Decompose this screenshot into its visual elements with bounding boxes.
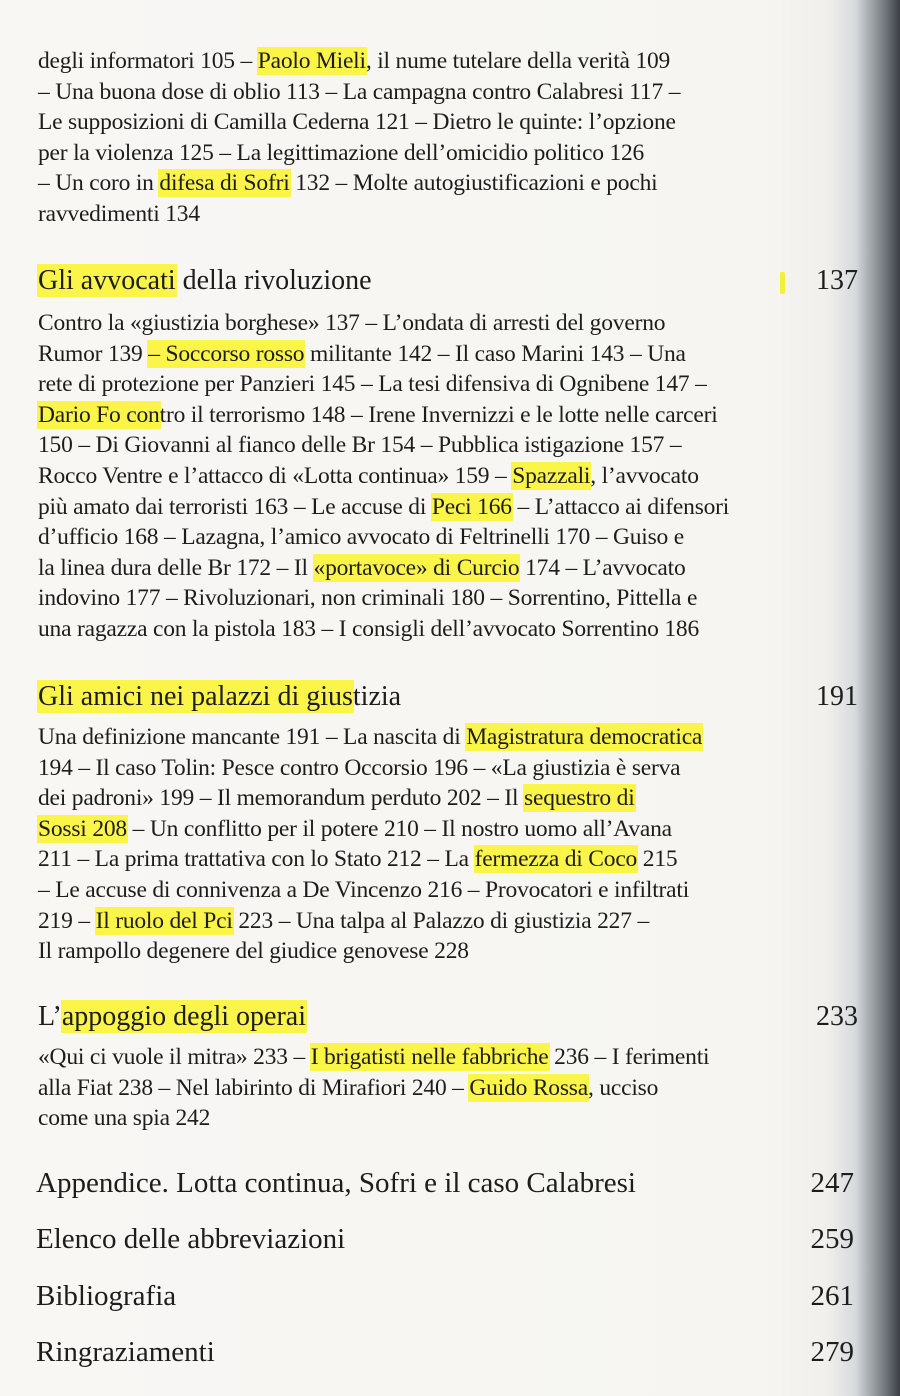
toc-line: rete di protezione per Panzieri 145 – La tesi difensiva di Ognibene 147 – <box>38 371 707 398</box>
highlighted-phrase: Paolo Mieli <box>257 48 366 74</box>
toc-line: Dario Fo contro il terrorismo 148 – Irene Invernizzi e le lotte nelle carceri <box>38 401 718 428</box>
chapter-page-number: 233 <box>816 1001 858 1032</box>
chapter-title: Gli amici nei palazzi di giustizia <box>38 681 402 712</box>
chapter-title: L’appoggio degli operai <box>38 1001 307 1032</box>
toc-line: Rocco Ventre e l’attacco di «Lotta continua» 159 – Spazzali, l’avvocato <box>38 462 699 489</box>
chapter-title: Gli avvocati della rivoluzione <box>38 265 372 296</box>
toc-entry-appendice <box>36 1166 854 1200</box>
toc-line: ravvedimenti 134 <box>38 200 200 227</box>
toc-line: Rumor 139 – Soccorso rosso militante 142 – Il caso Marini 143 – Una <box>38 340 686 367</box>
toc-line: per la violenza 125 – La legittimazione dell’omicidio politico 126 <box>38 139 645 166</box>
toc-entry-abbreviazioni <box>36 1222 854 1256</box>
entry-page-number: 259 <box>810 1223 854 1255</box>
entry-title: Appendice. Lotta continua, Sofri e il caso Calabresi <box>36 1167 636 1199</box>
toc-line: come una spia 242 <box>38 1105 211 1132</box>
toc-line: Sossi 208 – Un conflitto per il potere 210 – Il nostro uomo all’Avana <box>38 815 672 842</box>
toc-line: 194 – Il caso Tolin: Pesce contro Occorsio 196 – «La giustizia è serva <box>38 754 681 781</box>
highlighter-mark <box>780 272 785 294</box>
highlighted-phrase: Sossi 208 <box>38 815 127 842</box>
chapter-sections-operai <box>38 1042 783 1134</box>
toc-line: 211 – La prima trattativa con lo Stato 212 – La fermezza di Coco 215 <box>38 846 678 873</box>
entry-page-number: 279 <box>810 1336 854 1368</box>
chapter-heading-operai <box>38 1000 858 1034</box>
chapter-page-number: 137 <box>816 265 858 296</box>
toc-line: 150 – Di Giovanni al fianco delle Br 154 – Pubblica istigazione 157 – <box>38 432 682 459</box>
highlighted-phrase: Peci 166 <box>431 493 512 520</box>
highlighted-phrase: difesa di Sofri <box>159 170 290 197</box>
toc-line: Le supposizioni di Camilla Cederna 121 – Dietro le quinte: l’opzione <box>38 109 676 136</box>
chapter-sections-avvocati <box>38 308 783 645</box>
toc-line: – Un coro in difesa di Sofri 132 – Molte autogiustificazioni e pochi <box>38 170 658 197</box>
highlighted-phrase: Spazzali <box>512 462 591 489</box>
toc-line: «Qui ci vuole il mitra» 233 – I brigatisti nelle fabbriche 236 – I ferimenti <box>38 1044 710 1070</box>
entry-page-number: 261 <box>810 1280 854 1312</box>
toc-entry-ringraziamenti <box>36 1335 854 1369</box>
toc-line: la linea dura delle Br 172 – Il «portavoce» di Curcio 174 – L’avvocato <box>38 554 686 581</box>
highlighted-phrase: appoggio degli operai <box>61 1001 307 1032</box>
entry-page-number: 247 <box>810 1167 854 1199</box>
toc-line: più amato dai terroristi 163 – Le accuse di Peci 166 – L’attacco ai difensori <box>38 493 730 520</box>
toc-line: Contro la «giustizia borghese» 137 – L’ondata di arresti del governo <box>38 310 666 336</box>
toc-line: d’ufficio 168 – Lazagna, l’amico avvocato di Feltrinelli 170 – Guiso e <box>38 524 684 551</box>
toc-line: Il rampollo degenere del giudice genovese 228 <box>38 938 469 965</box>
toc-line: 219 – Il ruolo del Pci 223 – Una talpa al Palazzo di giustizia 227 – <box>38 907 649 934</box>
chapter-page-number: 191 <box>816 681 858 712</box>
toc-line: degli informatori 105 – Paolo Mieli, il nume tutelare della verità 109 <box>38 48 671 74</box>
highlighted-phrase: Il ruolo del Pci <box>95 907 233 934</box>
toc-line: indovino 177 – Rivoluzionari, non criminali 180 – Sorrentino, Pittella e <box>38 585 698 612</box>
toc-line: – Le accuse di connivenza a De Vincenzo 216 – Provocatori e infiltrati <box>38 876 690 903</box>
entry-title: Bibliografia <box>36 1280 177 1312</box>
highlighted-phrase: Guido Rossa <box>469 1074 588 1101</box>
chapter-sections-amici <box>38 722 783 967</box>
chapter-heading-avvocati <box>38 264 858 298</box>
toc-line: – Una buona dose di oblio 113 – La campagna contro Calabresi 117 – <box>38 78 681 105</box>
entry-title: Elenco delle abbreviazioni <box>36 1223 346 1255</box>
highlighted-phrase: Gli amici nei palazzi di gius <box>38 681 353 712</box>
highlighted-phrase: Dario Fo con <box>38 401 160 428</box>
entry-title: Ringraziamenti <box>36 1336 215 1368</box>
toc-line: dei padroni» 199 – Il memorandum perduto 202 – Il sequestro di <box>38 785 635 812</box>
highlighted-phrase: Magistratura democratica <box>466 724 703 750</box>
highlighted-phrase: – Soccorso rosso <box>148 340 305 367</box>
toc-entry-bibliografia <box>36 1279 854 1313</box>
highlighted-phrase: I brigatisti nelle fabbriche <box>310 1044 549 1070</box>
toc-line: una ragazza con la pistola 183 – I consigli dell’avvocato Sorrentino 186 <box>38 615 700 642</box>
toc-line: Una definizione mancante 191 – La nascita di Magistratura democratica <box>38 724 703 750</box>
previous-chapter-sections <box>38 46 783 230</box>
toc-line: alla Fiat 238 – Nel labirinto di Mirafiori 240 – Guido Rossa, ucciso <box>38 1074 659 1101</box>
highlighted-phrase: Gli avvocati <box>38 265 176 296</box>
highlighted-phrase: fermezza di Coco <box>474 846 638 873</box>
chapter-heading-amici <box>38 680 858 714</box>
highlighted-phrase: «portavoce» di Curcio <box>313 554 520 581</box>
highlighted-phrase: sequestro di <box>524 785 635 812</box>
